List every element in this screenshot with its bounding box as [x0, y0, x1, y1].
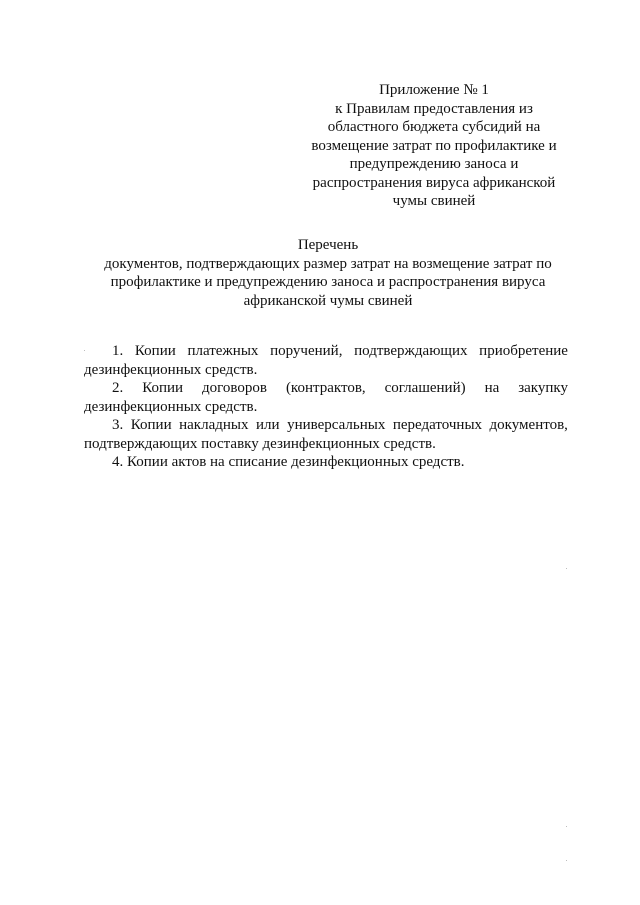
list-item-word: подтверждающих [354, 343, 468, 359]
appendix-line: Приложение № 1 [379, 82, 489, 98]
list-item-word: документов, [489, 417, 568, 433]
document-list [84, 342, 568, 472]
scan-speck [566, 568, 567, 569]
appendix-line: предупреждению заноса и [349, 156, 519, 172]
list-item-word: 3. [112, 417, 124, 433]
list-item-line: подтверждающих поставку дезинфекционных средств. [84, 435, 436, 452]
list-item-line [84, 416, 568, 435]
scan-speck [566, 860, 567, 861]
list-item [84, 342, 568, 379]
appendix-line: распространения вируса африканской [312, 174, 556, 191]
list-item-word: Копии [130, 417, 172, 433]
heading-line: документов, подтверждающих размер затрат на возмещение затрат по [104, 255, 552, 272]
appendix-line: чумы свиней [392, 193, 476, 209]
list-item-word: на [484, 380, 500, 396]
list-item-word: платежных [187, 343, 259, 359]
list-item-word: закупку [518, 380, 568, 396]
appendix-line: возмещение затрат по профилактике и [311, 137, 557, 154]
list-item-line: 4. Копии актов на списание дезинфекционных средств. [112, 454, 465, 470]
list-item-line: дезинфекционных средств. [84, 361, 258, 378]
list-item-word: Копии [134, 343, 176, 359]
scan-speck [566, 826, 567, 827]
list-item-word: передаточных [392, 417, 483, 433]
list-item-line [84, 342, 568, 361]
appendix-line: областного бюджета субсидий на [327, 119, 541, 135]
heading-line: профилактике и предупреждению заноса и распространения вируса [110, 274, 546, 290]
list-item-word: поручений, [270, 343, 343, 359]
list-item-word: накладных [179, 417, 249, 433]
list-item [84, 453, 568, 472]
list-item [84, 379, 568, 416]
heading-line: африканской чумы свиней [243, 292, 413, 309]
list-item-word: универсальных [287, 417, 386, 433]
list-item-line: дезинфекционных средств. [84, 398, 258, 415]
list-item-word: приобретение [479, 343, 568, 359]
list-item [84, 416, 568, 453]
list-item-word: Копии [142, 380, 184, 396]
appendix-header [298, 81, 570, 211]
document-heading [86, 236, 570, 310]
list-item-word: договоров [202, 380, 267, 396]
list-item-word: 2. [112, 380, 124, 396]
list-item-word: или [256, 417, 280, 433]
list-item-word: соглашений) [384, 380, 466, 396]
list-item-word: (контрактов, [285, 380, 366, 396]
list-item-line [84, 379, 568, 398]
heading-title: Перечень [297, 237, 359, 253]
list-item-word: 1. [112, 343, 124, 359]
appendix-line: к Правилам предоставления из [335, 100, 533, 117]
scan-speck [84, 350, 85, 351]
